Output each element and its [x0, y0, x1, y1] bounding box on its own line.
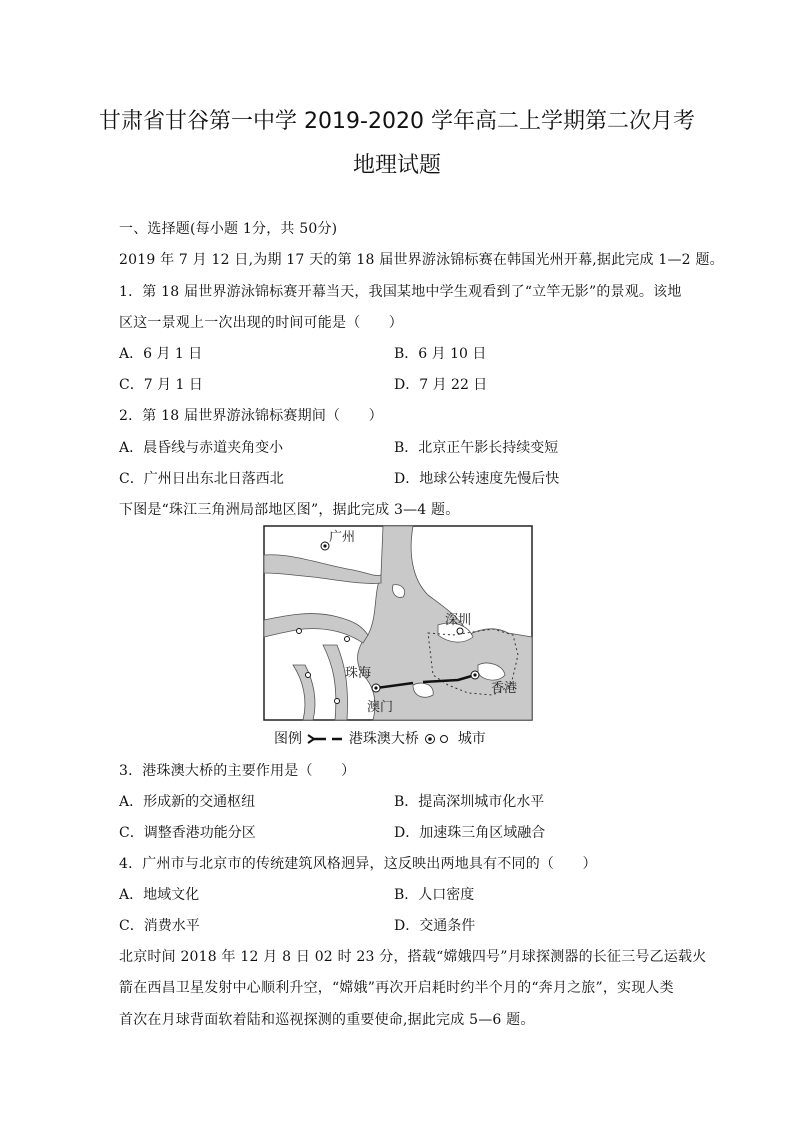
question-2-option-a: A．晨昏线与赤道夹角变小	[119, 440, 284, 456]
context-paragraph-2: 下图是“珠江三角洲局部地区图”，据此完成 3—4 题。	[119, 502, 460, 518]
question-3-stem: 3．港珠澳大桥的主要作用是（ ）	[119, 763, 356, 779]
question-4-stem: 4．广州市与北京市的传统建筑风格迥异，这反映出两地具有不同的（ ）	[119, 856, 597, 872]
document-title: 甘肃省甘谷第一中学 2019-2020 学年高二上学期第二次月考	[99, 109, 695, 134]
question-2-option-b: B．北京正午影长持续变短	[394, 440, 559, 456]
question-1-option-b: B．6 月 10 日	[394, 346, 487, 362]
context-paragraph-1: 2019 年 7 月 12 日,为期 17 天的第 18 届世界游泳锦标赛在韩国光州开幕,据此完成 1—2 题。	[119, 252, 724, 268]
question-1-stem-line-2: 区这一景观上一次出现的时间可能是（ ）	[119, 315, 403, 331]
bridge-legend-icon	[306, 732, 344, 746]
context-paragraph-3-line-2: 箭在西昌卫星发射中心顺利升空，“嫦娥”再次开启耗时约半个月的“奔月之旅”，实现人类	[119, 980, 674, 996]
question-1-option-c: C．7 月 1 日	[119, 377, 203, 393]
pearl-river-delta-map	[263, 525, 533, 721]
question-1-option-d: D．7 月 22 日	[394, 377, 488, 393]
question-2-option-d: D．地球公转速度先慢后快	[394, 471, 560, 487]
label-shenzhen: 深圳	[445, 613, 472, 628]
legend-bridge-label: 港珠澳大桥	[348, 731, 419, 747]
question-4-option-c: C．消费水平	[119, 918, 200, 934]
question-3-option-b: B．提高深圳城市化水平	[394, 794, 545, 810]
question-4-option-b: B．人口密度	[394, 887, 475, 903]
label-zhuhai: 珠海	[345, 666, 372, 681]
label-macau: 澳门	[367, 700, 394, 715]
question-3-option-d: D．加速珠三角区域融合	[394, 825, 546, 841]
legend-city-label: 城市	[457, 731, 486, 747]
question-3-option-a: A．形成新的交通枢纽	[119, 794, 256, 810]
section-heading: 一、选择题(每小题 1分，共 50分)	[119, 221, 338, 237]
question-3-option-c: C．调整香港功能分区	[119, 825, 256, 841]
question-2-stem: 2．第 18 届世界游泳锦标赛期间（ ）	[119, 408, 383, 424]
city-legend-icon	[423, 732, 453, 746]
label-guangzhou: 广州	[329, 530, 356, 545]
context-paragraph-3-line-3: 首次在月球背面软着陆和巡视探测的重要使命,据此完成 5—6 题。	[119, 1012, 535, 1028]
context-paragraph-3-line-1: 北京时间 2018 年 12 月 8 日 02 时 23 分，搭载“嫦娥四号”月球探测器的长征三号乙运载火	[119, 949, 707, 965]
document-subtitle: 地理试题	[352, 153, 441, 178]
question-2-option-c: C．广州日出东北日落西北	[119, 471, 284, 487]
label-hongkong: 香港	[491, 681, 518, 696]
question-1-option-a: A．6 月 1 日	[119, 346, 203, 362]
question-4-option-d: D．交通条件	[394, 918, 476, 934]
question-1-stem-line-1: 1．第 18 届世界游泳锦标赛开幕当天，我国某地中学生观看到了“立竿无影”的景观。该地	[119, 284, 682, 300]
map-legend	[274, 728, 486, 748]
legend-title: 图例	[274, 731, 302, 747]
question-4-option-a: A．地域文化	[119, 887, 200, 903]
